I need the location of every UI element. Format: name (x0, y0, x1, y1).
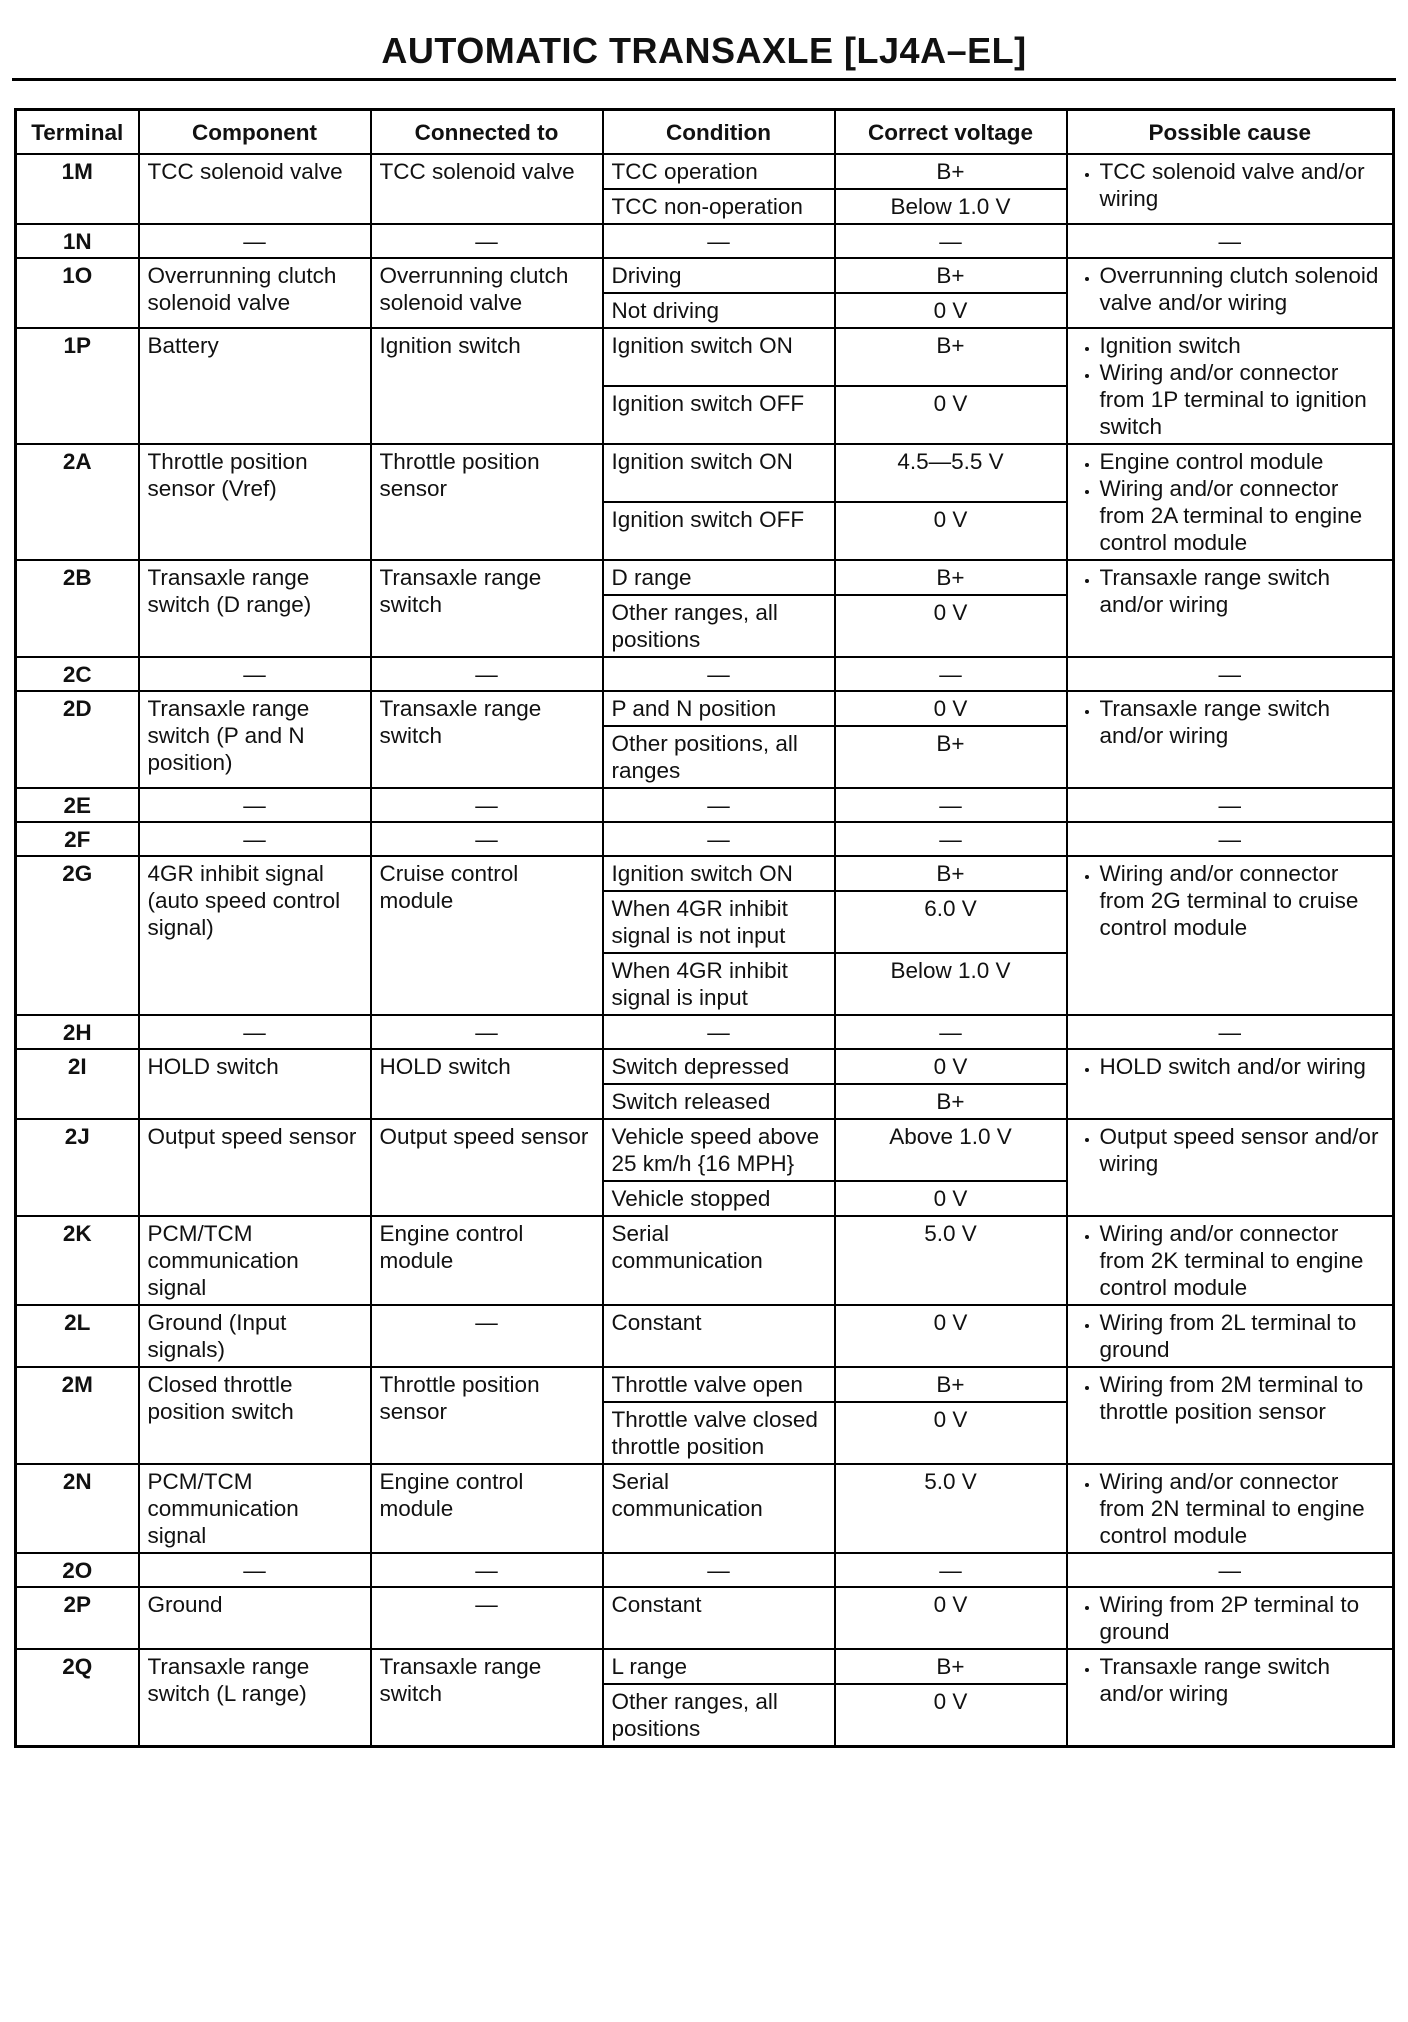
voltage-cell: 0 V (835, 1181, 1067, 1216)
cause-list (1076, 695, 1385, 749)
condition-cell: P and N position (603, 691, 835, 726)
cause-item: • Transaxle range switch and/or wiring (1100, 695, 1385, 749)
connected-to-cell: — (371, 657, 603, 691)
voltage-cell: B+ (835, 726, 1067, 788)
possible-cause-cell (1067, 1216, 1394, 1305)
condition-cell: Other positions, all ranges (603, 726, 835, 788)
voltage-cell: B+ (835, 1084, 1067, 1119)
col-header-correct-voltage: Correct voltage (835, 110, 1067, 155)
component-cell: — (139, 1015, 371, 1049)
voltage-cell: 0 V (835, 1587, 1067, 1649)
terminal-cell: 2H (16, 1015, 139, 1049)
terminal-cell: 2C (16, 657, 139, 691)
page-title: AUTOMATIC TRANSAXLE [LJ4A–EL] (381, 30, 1027, 71)
component-cell: Ground (139, 1587, 371, 1649)
terminal-cell: 2J (16, 1119, 139, 1216)
table-row (16, 657, 1394, 691)
possible-cause-cell: — (1067, 1553, 1394, 1587)
terminal-cell: 2P (16, 1587, 139, 1649)
cause-list (1076, 1123, 1385, 1177)
condition-cell: Not driving (603, 293, 835, 328)
table-body (16, 154, 1394, 1747)
condition-cell: Throttle valve open (603, 1367, 835, 1402)
terminal-cell: 1O (16, 258, 139, 328)
cause-item: • Transaxle range switch and/or wiring (1100, 1653, 1385, 1707)
condition-cell: Switch released (603, 1084, 835, 1119)
terminal-cell: 2M (16, 1367, 139, 1464)
cause-item: • Wiring and/or connector from 1P terminal to ignition switch (1100, 359, 1385, 440)
possible-cause-cell: — (1067, 657, 1394, 691)
cause-list (1076, 332, 1385, 440)
voltage-cell: B+ (835, 1649, 1067, 1684)
cause-item: • Wiring from 2P terminal to ground (1100, 1591, 1385, 1645)
possible-cause-cell (1067, 1367, 1394, 1464)
possible-cause-cell (1067, 444, 1394, 560)
component-cell: Output speed sensor (139, 1119, 371, 1216)
possible-cause-cell (1067, 154, 1394, 224)
cause-item: • Ignition switch (1100, 332, 1385, 359)
possible-cause-cell (1067, 856, 1394, 1015)
cause-list (1076, 1220, 1385, 1301)
connected-to-cell: Output speed sensor (371, 1119, 603, 1216)
condition-cell: Serial communication (603, 1464, 835, 1553)
table-row (16, 258, 1394, 293)
table-header-row (16, 110, 1394, 155)
cause-item: • Engine control module (1100, 448, 1385, 475)
possible-cause-cell: — (1067, 224, 1394, 258)
cause-item: • Wiring and/or connector from 2G terminal to cruise control module (1100, 860, 1385, 941)
component-cell: — (139, 788, 371, 822)
connected-to-cell: Overrunning clutch solenoid valve (371, 258, 603, 328)
voltage-cell: B+ (835, 560, 1067, 595)
condition-cell: When 4GR inhibit signal is input (603, 953, 835, 1015)
terminal-cell: 2E (16, 788, 139, 822)
voltage-cell: 5.0 V (835, 1216, 1067, 1305)
component-cell: — (139, 1553, 371, 1587)
terminal-cell: 1P (16, 328, 139, 444)
condition-cell: Ignition switch ON (603, 328, 835, 386)
component-cell: HOLD switch (139, 1049, 371, 1119)
condition-cell: Ignition switch ON (603, 444, 835, 502)
voltage-cell: 5.0 V (835, 1464, 1067, 1553)
connected-to-cell: Transaxle range switch (371, 560, 603, 657)
col-header-component: Component (139, 110, 371, 155)
component-cell: — (139, 224, 371, 258)
table-row (16, 691, 1394, 726)
voltage-cell: 0 V (835, 595, 1067, 657)
terminal-voltage-table (14, 108, 1395, 1748)
possible-cause-cell: — (1067, 788, 1394, 822)
condition-cell: Vehicle speed above 25 km/h {16 MPH} (603, 1119, 835, 1181)
possible-cause-cell: — (1067, 1015, 1394, 1049)
connected-to-cell: Engine control module (371, 1216, 603, 1305)
voltage-cell: 0 V (835, 1049, 1067, 1084)
voltage-cell: — (835, 1015, 1067, 1049)
connected-to-cell: Engine control module (371, 1464, 603, 1553)
component-cell: Closed throttle position switch (139, 1367, 371, 1464)
table-row (16, 1649, 1394, 1684)
component-cell: Transaxle range switch (L range) (139, 1649, 371, 1747)
voltage-cell: Below 1.0 V (835, 189, 1067, 224)
terminal-cell: 2I (16, 1049, 139, 1119)
possible-cause-cell (1067, 1464, 1394, 1553)
condition-cell: — (603, 1553, 835, 1587)
terminal-cell: 1M (16, 154, 139, 224)
cause-item: • Wiring and/or connector from 2N terminal to engine control module (1100, 1468, 1385, 1549)
table-row (16, 1216, 1394, 1305)
table-row (16, 154, 1394, 189)
component-cell: — (139, 657, 371, 691)
cause-item: • Output speed sensor and/or wiring (1100, 1123, 1385, 1177)
possible-cause-cell (1067, 1649, 1394, 1747)
connected-to-cell: Throttle position sensor (371, 1367, 603, 1464)
table-row (16, 1367, 1394, 1402)
col-header-connected-to: Connected to (371, 110, 603, 155)
voltage-cell: 0 V (835, 293, 1067, 328)
cause-list (1076, 262, 1385, 316)
terminal-cell: 2B (16, 560, 139, 657)
cause-item: • Transaxle range switch and/or wiring (1100, 564, 1385, 618)
connected-to-cell: Transaxle range switch (371, 691, 603, 788)
cause-item: • HOLD switch and/or wiring (1100, 1053, 1385, 1080)
terminal-cell: 2F (16, 822, 139, 856)
voltage-cell: B+ (835, 1367, 1067, 1402)
cause-item: • TCC solenoid valve and/or wiring (1100, 158, 1385, 212)
condition-cell: Throttle valve closed throttle position (603, 1402, 835, 1464)
terminal-cell: 2D (16, 691, 139, 788)
voltage-cell: — (835, 788, 1067, 822)
condition-cell: TCC non-operation (603, 189, 835, 224)
cause-list (1076, 860, 1385, 941)
terminal-cell: 2Q (16, 1649, 139, 1747)
cause-list (1076, 1309, 1385, 1363)
table-row (16, 560, 1394, 595)
voltage-cell: — (835, 1553, 1067, 1587)
possible-cause-cell (1067, 560, 1394, 657)
possible-cause-cell (1067, 258, 1394, 328)
cause-list (1076, 158, 1385, 212)
col-header-condition: Condition (603, 110, 835, 155)
possible-cause-cell (1067, 1119, 1394, 1216)
voltage-cell: — (835, 822, 1067, 856)
condition-cell: — (603, 1015, 835, 1049)
cause-list (1076, 1591, 1385, 1645)
cause-list (1076, 1468, 1385, 1549)
component-cell: PCM/TCM communication signal (139, 1464, 371, 1553)
component-cell: 4GR inhibit signal (auto speed control signal) (139, 856, 371, 1015)
voltage-cell: 6.0 V (835, 891, 1067, 953)
connected-to-cell: — (371, 1305, 603, 1367)
possible-cause-cell: — (1067, 822, 1394, 856)
table-row (16, 444, 1394, 502)
table-row (16, 1305, 1394, 1367)
voltage-cell: 0 V (835, 691, 1067, 726)
connected-to-cell: Ignition switch (371, 328, 603, 444)
possible-cause-cell (1067, 1305, 1394, 1367)
voltage-cell: 0 V (835, 1402, 1067, 1464)
voltage-cell: Below 1.0 V (835, 953, 1067, 1015)
cause-list (1076, 448, 1385, 556)
connected-to-cell: HOLD switch (371, 1049, 603, 1119)
possible-cause-cell (1067, 1049, 1394, 1119)
condition-cell: Driving (603, 258, 835, 293)
possible-cause-cell (1067, 328, 1394, 444)
table-row (16, 1049, 1394, 1084)
component-cell: TCC solenoid valve (139, 154, 371, 224)
voltage-cell: — (835, 657, 1067, 691)
possible-cause-cell (1067, 1587, 1394, 1649)
condition-cell: Other ranges, all positions (603, 595, 835, 657)
condition-cell: Constant (603, 1587, 835, 1649)
table-row (16, 328, 1394, 386)
table-row (16, 1587, 1394, 1649)
terminal-cell: 2A (16, 444, 139, 560)
condition-cell: D range (603, 560, 835, 595)
connected-to-cell: Throttle position sensor (371, 444, 603, 560)
cause-item: • Wiring and/or connector from 2K terminal to engine control module (1100, 1220, 1385, 1301)
condition-cell: — (603, 224, 835, 258)
table-row (16, 1119, 1394, 1181)
condition-cell: Ignition switch OFF (603, 502, 835, 560)
component-cell: Ground (Input signals) (139, 1305, 371, 1367)
connected-to-cell: — (371, 1587, 603, 1649)
voltage-cell: 4.5—5.5 V (835, 444, 1067, 502)
terminal-cell: 2G (16, 856, 139, 1015)
condition-cell: — (603, 657, 835, 691)
connected-to-cell: — (371, 224, 603, 258)
condition-cell: — (603, 822, 835, 856)
connected-to-cell: — (371, 788, 603, 822)
connected-to-cell: Cruise control module (371, 856, 603, 1015)
condition-cell: Ignition switch OFF (603, 386, 835, 444)
connected-to-cell: — (371, 1015, 603, 1049)
component-cell: — (139, 822, 371, 856)
cause-item: • Overrunning clutch solenoid valve and/or wiring (1100, 262, 1385, 316)
connected-to-cell: — (371, 822, 603, 856)
connected-to-cell: — (371, 1553, 603, 1587)
terminal-cell: 1N (16, 224, 139, 258)
voltage-cell: Above 1.0 V (835, 1119, 1067, 1181)
condition-cell: Switch depressed (603, 1049, 835, 1084)
cause-list (1076, 1653, 1385, 1707)
condition-cell: L range (603, 1649, 835, 1684)
cause-list (1076, 564, 1385, 618)
table-row (16, 1553, 1394, 1587)
component-cell: Throttle position sensor (Vref) (139, 444, 371, 560)
terminal-cell: 2N (16, 1464, 139, 1553)
condition-cell: TCC operation (603, 154, 835, 189)
component-cell: Overrunning clutch solenoid valve (139, 258, 371, 328)
col-header-possible-cause: Possible cause (1067, 110, 1394, 155)
table-row (16, 822, 1394, 856)
cause-item: • Wiring and/or connector from 2A terminal to engine control module (1100, 475, 1385, 556)
connected-to-cell: Transaxle range switch (371, 1649, 603, 1747)
table-row (16, 224, 1394, 258)
cause-item: • Wiring from 2L terminal to ground (1100, 1309, 1385, 1363)
title-rule (12, 78, 1396, 81)
voltage-cell: B+ (835, 856, 1067, 891)
table-row (16, 856, 1394, 891)
voltage-cell: 0 V (835, 1305, 1067, 1367)
terminal-cell: 2L (16, 1305, 139, 1367)
voltage-cell: 0 V (835, 502, 1067, 560)
condition-cell: — (603, 788, 835, 822)
voltage-cell: B+ (835, 154, 1067, 189)
voltage-cell: B+ (835, 258, 1067, 293)
connected-to-cell: TCC solenoid valve (371, 154, 603, 224)
component-cell: Battery (139, 328, 371, 444)
condition-cell: When 4GR inhibit signal is not input (603, 891, 835, 953)
table-row (16, 788, 1394, 822)
table-row (16, 1015, 1394, 1049)
condition-cell: Constant (603, 1305, 835, 1367)
condition-cell: Vehicle stopped (603, 1181, 835, 1216)
voltage-cell: 0 V (835, 386, 1067, 444)
cause-list (1076, 1371, 1385, 1425)
table-row (16, 1464, 1394, 1553)
condition-cell: Other ranges, all positions (603, 1684, 835, 1747)
voltage-cell: 0 V (835, 1684, 1067, 1747)
component-cell: PCM/TCM communication signal (139, 1216, 371, 1305)
cause-list (1076, 1053, 1385, 1080)
condition-cell: Serial communication (603, 1216, 835, 1305)
cause-item: • Wiring from 2M terminal to throttle position sensor (1100, 1371, 1385, 1425)
component-cell: Transaxle range switch (P and N position) (139, 691, 371, 788)
condition-cell: Ignition switch ON (603, 856, 835, 891)
voltage-cell: — (835, 224, 1067, 258)
col-header-terminal: Terminal (16, 110, 139, 155)
voltage-cell: B+ (835, 328, 1067, 386)
terminal-cell: 2O (16, 1553, 139, 1587)
component-cell: Transaxle range switch (D range) (139, 560, 371, 657)
possible-cause-cell (1067, 691, 1394, 788)
terminal-cell: 2K (16, 1216, 139, 1305)
